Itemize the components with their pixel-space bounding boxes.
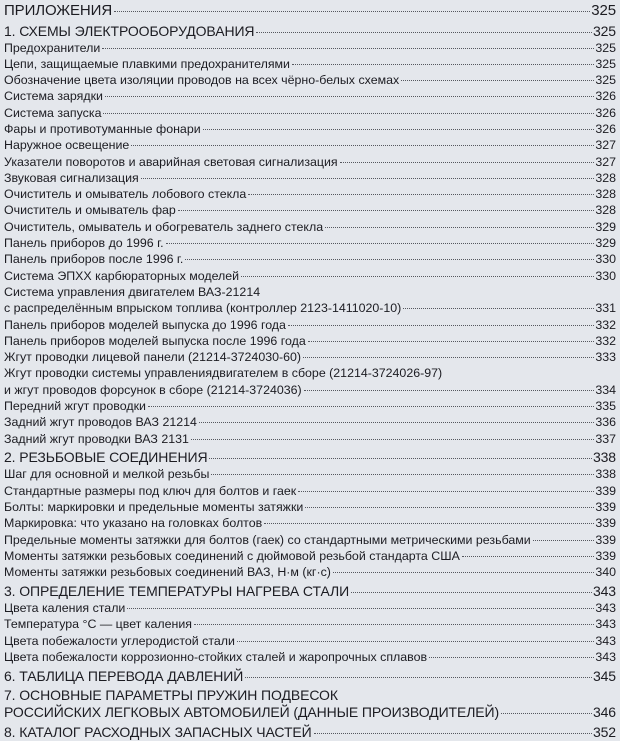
toc-title: Указатели поворотов и аварийная световая сигнализация	[4, 154, 338, 169]
toc-entry	[4, 235, 616, 251]
toc-entry	[4, 251, 616, 267]
toc-entry	[4, 154, 616, 170]
toc-entry	[4, 515, 616, 531]
toc-page-number: 325	[595, 56, 616, 71]
toc-page-number: 327	[595, 138, 616, 153]
toc-title: Цепи, защищаемые плавкими предохранителями	[4, 56, 290, 71]
toc-heading	[4, 1, 616, 20]
toc-entry	[4, 466, 616, 482]
toc-page-number: 335	[595, 399, 616, 414]
toc-entry	[4, 56, 616, 72]
dot-leader	[325, 227, 594, 228]
toc-title: Жгут проводки системы управлениядвигателем в сборе (21214-3724026-97)	[4, 366, 443, 381]
toc-entry	[4, 633, 616, 649]
toc-title: Шаг для основной и мелкой резьбы	[4, 467, 210, 482]
toc-title: Очиститель и омыватель фар	[4, 203, 176, 218]
toc-title: Система запуска	[4, 105, 102, 120]
toc-entry	[4, 600, 616, 616]
toc-page-number: 346	[592, 704, 616, 721]
toc-title: 3. ОПРЕДЕЛЕНИЕ ТЕМПЕРАТУРЫ НАГРЕВА СТАЛИ	[4, 583, 350, 599]
toc-heading	[4, 23, 616, 40]
toc-page-number: 326	[595, 89, 616, 104]
toc-entry	[4, 365, 616, 381]
toc-entry	[4, 72, 616, 88]
toc-title: Задний жгут проводов ВАЗ 21214	[4, 415, 197, 430]
toc-entry	[4, 382, 616, 398]
toc-entry	[4, 105, 616, 121]
dot-leader	[403, 308, 594, 309]
toc-title: Панель приборов моделей выпуска до 1996 года	[4, 317, 286, 332]
dot-leader	[209, 458, 591, 459]
toc-entry	[4, 40, 616, 56]
dot-leader	[264, 523, 594, 524]
toc-page-number: 343	[595, 649, 616, 664]
toc-entry	[4, 398, 616, 414]
dot-leader	[429, 657, 594, 658]
dot-leader	[194, 624, 594, 625]
toc-title: 2. РЕЗЬБОВЫЕ СОЕДИНЕНИЯ	[4, 449, 208, 466]
toc-title: Система управления двигателем ВАЗ-21214	[4, 284, 261, 299]
toc-entry	[4, 284, 616, 300]
toc-page-number: 325	[595, 73, 616, 88]
toc-entry	[4, 317, 616, 333]
toc-page-number: 330	[595, 268, 616, 283]
toc-page-number: 343	[592, 583, 616, 599]
toc-entry	[4, 202, 616, 218]
dot-leader	[131, 145, 594, 146]
dot-leader	[501, 713, 592, 714]
toc-page-number: 325	[595, 40, 616, 55]
toc-page-number: 343	[595, 633, 616, 648]
toc-page-number: 326	[595, 105, 616, 120]
toc-title: 7. ОСНОВНЫЕ ПАРАМЕТРЫ ПРУЖИН ПОДВЕСОК	[4, 687, 338, 704]
toc-title: Болты: маркировки и предельные моменты затяжки	[4, 500, 304, 515]
toc-title: Звуковая сигнализация	[4, 170, 139, 185]
dot-leader	[351, 592, 592, 593]
toc-title: Цвета каления стали	[4, 601, 126, 615]
toc-page-number: 330	[595, 252, 616, 267]
toc-page-number: 340	[595, 565, 616, 580]
toc-title: Цвета побежалости углеродистой стали	[4, 633, 235, 648]
toc-title: Очиститель, омыватель и обогреватель заднего стекла	[4, 219, 324, 234]
dot-leader	[203, 129, 595, 130]
toc-entry	[4, 564, 616, 580]
toc-title: Моменты затяжки резьбовых соединений ВАЗ, Н·м (кг·с)	[4, 565, 331, 580]
toc-title: Температура °С — цвет каления	[4, 617, 192, 632]
toc-title: 6. ТАБЛИЦА ПЕРЕВОДА ДАВЛЕНИЙ	[4, 667, 244, 684]
toc-title: Система зарядки	[4, 89, 103, 104]
toc-page-number: 328	[595, 170, 616, 185]
toc-title: Наружное освещение	[4, 138, 130, 153]
toc-title: Передний жгут проводки	[4, 399, 146, 414]
toc-title: и жгут проводов форсунок в сборе (21214-3724036)	[4, 382, 302, 397]
toc-title: 1. СХЕМЫ ЭЛЕКТРООБОРУДОВАНИЯ	[4, 22, 255, 39]
toc-heading	[4, 449, 616, 466]
toc-title: Предельные моменты затяжки для болтов (гаек) со стандартными метрическими резьбами	[4, 532, 531, 547]
dot-leader	[114, 11, 590, 12]
toc-entry	[4, 121, 616, 137]
toc-title: 8. КАТАЛОГ РАСХОДНЫХ ЗАПАСНЫХ ЧАСТЕЙ	[4, 723, 312, 740]
dot-leader	[292, 64, 594, 65]
toc-heading	[4, 704, 616, 721]
toc-title: Панель приборов до 1996 г.	[4, 236, 164, 251]
toc-title: с распределённым впрыском топлива (контроллер 2123-1411020-10)	[4, 301, 402, 316]
dot-leader	[314, 733, 592, 734]
toc-title: ПРИЛОЖЕНИЯ	[4, 2, 113, 19]
dot-leader	[127, 608, 594, 609]
dot-leader	[245, 677, 592, 678]
dot-leader	[305, 507, 594, 508]
dot-leader	[340, 162, 595, 163]
toc-page-number: 336	[595, 415, 616, 430]
toc-page-number: 339	[595, 532, 616, 547]
dot-leader	[248, 194, 594, 195]
toc-page-number: 329	[595, 236, 616, 251]
dot-leader	[288, 325, 594, 326]
toc-entry	[4, 333, 616, 349]
dot-leader	[166, 243, 595, 244]
toc-entry	[4, 186, 616, 202]
toc-title: Задний жгут проводки ВАЗ 2131	[4, 431, 189, 446]
dot-leader	[103, 113, 594, 114]
toc-page-number: 334	[595, 382, 616, 397]
toc-entry	[4, 170, 616, 186]
dot-leader	[256, 32, 592, 33]
dot-leader	[298, 491, 594, 492]
dot-leader	[304, 390, 595, 391]
dot-leader	[241, 276, 594, 277]
toc-page-number: 328	[595, 203, 616, 218]
toc-heading	[4, 668, 616, 685]
toc-page-number: 328	[595, 187, 616, 202]
toc-page-number: 332	[595, 333, 616, 348]
toc-entry	[4, 616, 616, 632]
toc-entry	[4, 300, 616, 316]
dot-leader	[401, 80, 594, 81]
dot-leader	[141, 178, 595, 179]
table-of-contents	[4, 1, 616, 741]
dot-leader	[199, 422, 594, 423]
dot-leader	[237, 641, 594, 642]
toc-page-number: 325	[592, 22, 616, 39]
toc-page-number: 329	[595, 219, 616, 234]
toc-title: Моменты затяжки резьбовых соединений с дюймовой резьбой стандарта США	[4, 548, 460, 563]
toc-page-number: 327	[595, 154, 616, 169]
dot-leader	[211, 474, 594, 475]
toc-page-number: 325	[591, 2, 616, 19]
toc-entry	[4, 483, 616, 499]
toc-title: Жгут проводки лицевой панели (21214-3724030-60)	[4, 350, 302, 365]
toc-page-number: 333	[595, 350, 616, 365]
toc-page-number: 345	[592, 667, 616, 684]
toc-title: Система ЭПХХ карбюраторных моделей	[4, 268, 240, 283]
toc-heading	[4, 583, 616, 600]
toc-entry	[4, 431, 616, 447]
toc-page-number: 339	[595, 548, 616, 563]
toc-page-number: 343	[595, 601, 616, 615]
toc-page-number: 331	[595, 301, 616, 316]
toc-entry	[4, 649, 616, 665]
toc-entry	[4, 532, 616, 548]
toc-heading	[4, 687, 616, 704]
toc-page-number: 339	[595, 500, 616, 515]
toc-entry	[4, 219, 616, 235]
toc-page-number: 338	[595, 467, 616, 482]
toc-title: Очиститель и омыватель лобового стекла	[4, 187, 247, 202]
toc-title: Цвета побежалости коррозионно-стойких сталей и жаропрочных сплавов	[4, 649, 428, 664]
toc-page-number: 343	[595, 617, 616, 632]
dot-leader	[462, 556, 594, 557]
toc-title: Маркировка: что указано на головках болтов	[4, 516, 263, 531]
toc-title: Стандартные размеры под ключ для болтов и гаек	[4, 483, 297, 498]
toc-title: Панель приборов после 1996 г.	[4, 252, 184, 267]
dot-leader	[333, 572, 594, 573]
toc-entry	[4, 349, 616, 365]
toc-entry	[4, 268, 616, 284]
toc-entry	[4, 499, 616, 515]
toc-entry	[4, 414, 616, 430]
dot-leader	[191, 439, 594, 440]
toc-title: Предохранители	[4, 40, 101, 55]
dot-leader	[105, 96, 594, 97]
dot-leader	[533, 540, 595, 541]
toc-page-number: 352	[592, 723, 616, 740]
dot-leader	[303, 357, 594, 358]
toc-page-number: 337	[595, 431, 616, 446]
dot-leader	[308, 341, 595, 342]
toc-title: Панель приборов моделей выпуска после 1996 года	[4, 333, 306, 348]
toc-entry	[4, 548, 616, 564]
dot-leader	[185, 259, 594, 260]
dot-leader	[102, 48, 594, 49]
toc-page-number: 339	[595, 483, 616, 498]
toc-title: Фары и противотуманные фонари	[4, 121, 201, 136]
toc-entry	[4, 88, 616, 104]
toc-heading	[4, 724, 616, 741]
dot-leader	[178, 210, 595, 211]
toc-title: Обозначение цвета изоляции проводов на всех чёрно-белых схемах	[4, 73, 400, 88]
dot-leader	[148, 406, 594, 407]
toc-page-number: 339	[595, 516, 616, 531]
toc-page-number: 332	[595, 317, 616, 332]
toc-entry	[4, 137, 616, 153]
toc-page-number: 326	[595, 121, 616, 136]
toc-page-number: 338	[592, 449, 616, 466]
toc-title: РОССИЙСКИХ ЛЕГКОВЫХ АВТОМОБИЛЕЙ (ДАННЫЕ ПРОИЗВОДИТЕЛЕЙ)	[4, 704, 500, 721]
